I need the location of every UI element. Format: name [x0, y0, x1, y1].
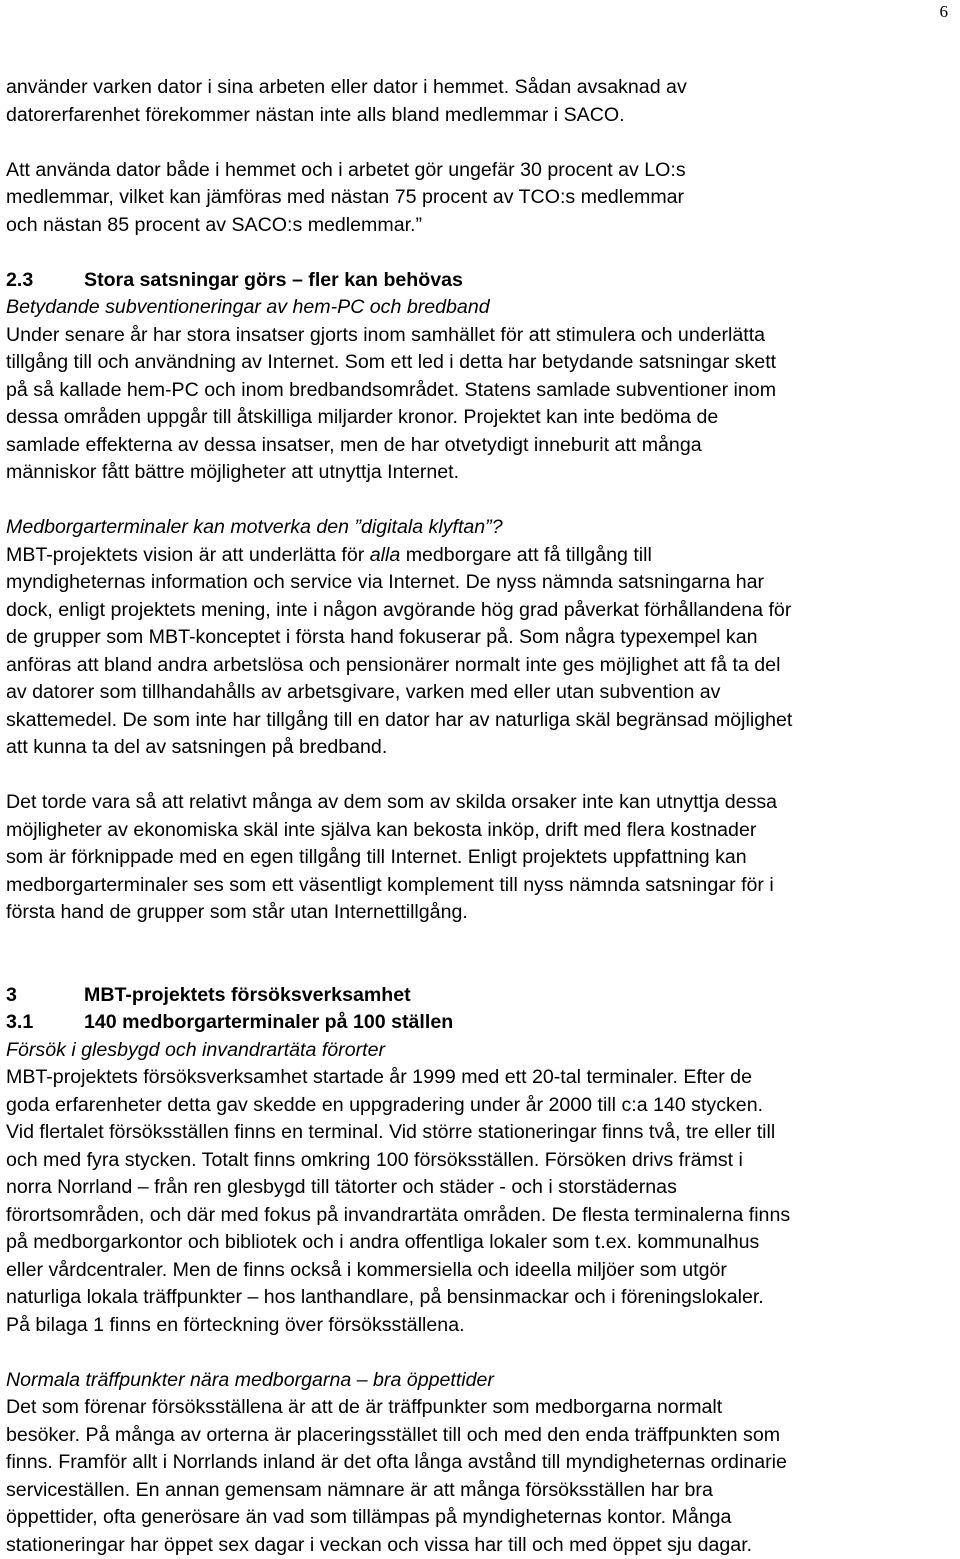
section-heading-2-3	[6, 267, 960, 295]
section-heading-3	[6, 982, 960, 1010]
text-line: människor fått bättre möjligheter att utnyttja Internet.	[6, 459, 960, 487]
text-line: första hand de grupper som står utan Internettillgång.	[6, 899, 960, 927]
section-number: 3	[6, 982, 84, 1010]
text-line: dessa områden uppgår till åtskilliga miljarder kronor. Projektet kan inte bedöma de	[6, 404, 960, 432]
document-body	[6, 74, 960, 1559]
subheading-traffpunkter: Normala träffpunkter nära medborgarna – bra öppettider	[6, 1367, 960, 1395]
text-line: MBT-projektets försöksverksamhet startade år 1999 med ett 20-tal terminaler. Efter de	[6, 1064, 960, 1092]
text-line: på så kallade hem-PC och inom bredbandsområdet. Statens samlade subventioner inom	[6, 377, 960, 405]
section-number: 3.1	[6, 1009, 84, 1037]
text-line: finns. Framför allt i Norrlands inland är det ofta långa avstånd till myndigheternas ordinarie	[6, 1449, 960, 1477]
section-title: Stora satsningar görs – fler kan behövas	[84, 267, 463, 295]
text-line: besöker. På många av orterna är placeringsstället till och med den enda träffpunkten som	[6, 1422, 960, 1450]
text-line: på medborgarkontor och bibliotek och i andra offentliga lokaler som t.ex. kommunalhus	[6, 1229, 960, 1257]
text-line: Vid flertalet försöksställen finns en terminal. Vid större stationeringar finns två, tre eller till	[6, 1119, 960, 1147]
text-line: norra Norrland – från ren glesbygd till tätorter och städer - och i storstädernas	[6, 1174, 960, 1202]
text-line	[6, 542, 960, 570]
page-number: 6	[940, 2, 949, 22]
section-number: 2.3	[6, 267, 84, 295]
text-line: Under senare år har stora insatser gjorts inom samhället för att stimulera och underlätta	[6, 322, 960, 350]
text-line: eller vårdcentraler. Men de finns också i kommersiella och ideella miljöer som utgör	[6, 1257, 960, 1285]
text-line: stationeringar har öppet sex dagar i veckan och vissa har till och med öppet sju dagar.	[6, 1532, 960, 1559]
text-line: de grupper som MBT-konceptet i första hand fokuserar på. Som några typexempel kan	[6, 624, 960, 652]
text-line: medlemmar, vilket kan jämföras med nästan 75 procent av TCO:s medlemmar	[6, 184, 960, 212]
section-heading-3-1	[6, 1009, 960, 1037]
text-fragment: medborgare att få tillgång till	[400, 544, 652, 566]
text-line: och med fyra stycken. Totalt finns omkring 100 försöksställen. Försöken drivs främst i	[6, 1147, 960, 1175]
text-line: medborgarterminaler ses som ett väsentligt komplement till nyss nämnda satsningar för i	[6, 872, 960, 900]
text-line: naturliga lokala träffpunkter – hos lanthandlare, på bensinmackar och i föreningslokaler.	[6, 1284, 960, 1312]
section-spacer	[6, 927, 960, 982]
text-line: använder varken dator i sina arbeten eller dator i hemmet. Sådan avsaknad av	[6, 74, 960, 102]
text-line: öppettider, ofta generösare än vad som tillämpas på myndigheternas kontor. Många	[6, 1504, 960, 1532]
intro-paragraph-1	[6, 74, 960, 129]
text-line: anföras att bland andra arbetslösa och pensionärer normalt inte ges möjlighet att få ta del	[6, 652, 960, 680]
section-2-3	[6, 267, 960, 927]
text-line: dock, enligt projektets mening, inte i någon avgörande hög grad påverkat förhållandena för	[6, 597, 960, 625]
subheading-digitala-klyftan: Medborgarterminaler kan motverka den ”digitala klyftan”?	[6, 514, 960, 542]
text-line: att kunna ta del av satsningen på bredband.	[6, 734, 960, 762]
emphasis-alla: alla	[370, 544, 401, 566]
text-line: av datorer som tillhandahålls av arbetsgivare, varken med eller utan subvention av	[6, 679, 960, 707]
text-line: Det torde vara så att relativt många av dem som av skilda orsaker inte kan utnyttja dessa	[6, 789, 960, 817]
section-title: MBT-projektets försöksverksamhet	[84, 982, 411, 1010]
text-fragment: MBT-projektets vision är att underlätta för	[6, 544, 370, 566]
text-line: som är förknippade med en egen tillgång till Internet. Enligt projektets uppfattning kan	[6, 844, 960, 872]
text-line: skattemedel. De som inte har tillgång till en dator har av naturliga skäl begränsad möjlighet	[6, 707, 960, 735]
text-line: datorerfarenhet förekommer nästan inte alls bland medlemmar i SACO.	[6, 102, 960, 130]
section-title: 140 medborgarterminaler på 100 ställen	[84, 1009, 453, 1037]
subheading-glesbygd: Försök i glesbygd och invandrartäta förorter	[6, 1037, 960, 1065]
text-line: förortsområden, och där med fokus på invandrartäta områden. De flesta terminalerna finns	[6, 1202, 960, 1230]
paragraph-traffpunkter	[6, 1394, 960, 1559]
paragraph-mbt-vision	[6, 542, 960, 762]
text-line: och nästan 85 procent av SACO:s medlemmar.”	[6, 212, 960, 240]
text-line: möjligheter av ekonomiska skäl inte själva kan bekosta inköp, drift med flera kostnader	[6, 817, 960, 845]
paragraph-ekonomiska-skal	[6, 789, 960, 927]
text-line: Det som förenar försöksställena är att de är träffpunkter som medborgarna normalt	[6, 1394, 960, 1422]
paragraph-forsoksverksamhet	[6, 1064, 960, 1339]
section-3	[6, 982, 960, 1559]
text-line: tillgång till och användning av Internet. Som ett led i detta har betydande satsningar skett	[6, 349, 960, 377]
text-line: serviceställen. En annan gemensam nämnare är att många försöksställen har bra	[6, 1477, 960, 1505]
subheading-subventioneringar: Betydande subventioneringar av hem-PC och bredband	[6, 294, 960, 322]
text-line: Att använda dator både i hemmet och i arbetet gör ungefär 30 procent av LO:s	[6, 157, 960, 185]
paragraph-subventioneringar	[6, 322, 960, 487]
text-line: samlade effekterna av dessa insatser, men de har otvetydigt inneburit att många	[6, 432, 960, 460]
text-line: På bilaga 1 finns en förteckning över försöksställena.	[6, 1312, 960, 1340]
text-line: myndigheternas information och service via Internet. De nyss nämnda satsningarna har	[6, 569, 960, 597]
intro-paragraph-2	[6, 157, 960, 240]
text-line: goda erfarenheter detta gav skedde en uppgradering under år 2000 till c:a 140 stycken.	[6, 1092, 960, 1120]
